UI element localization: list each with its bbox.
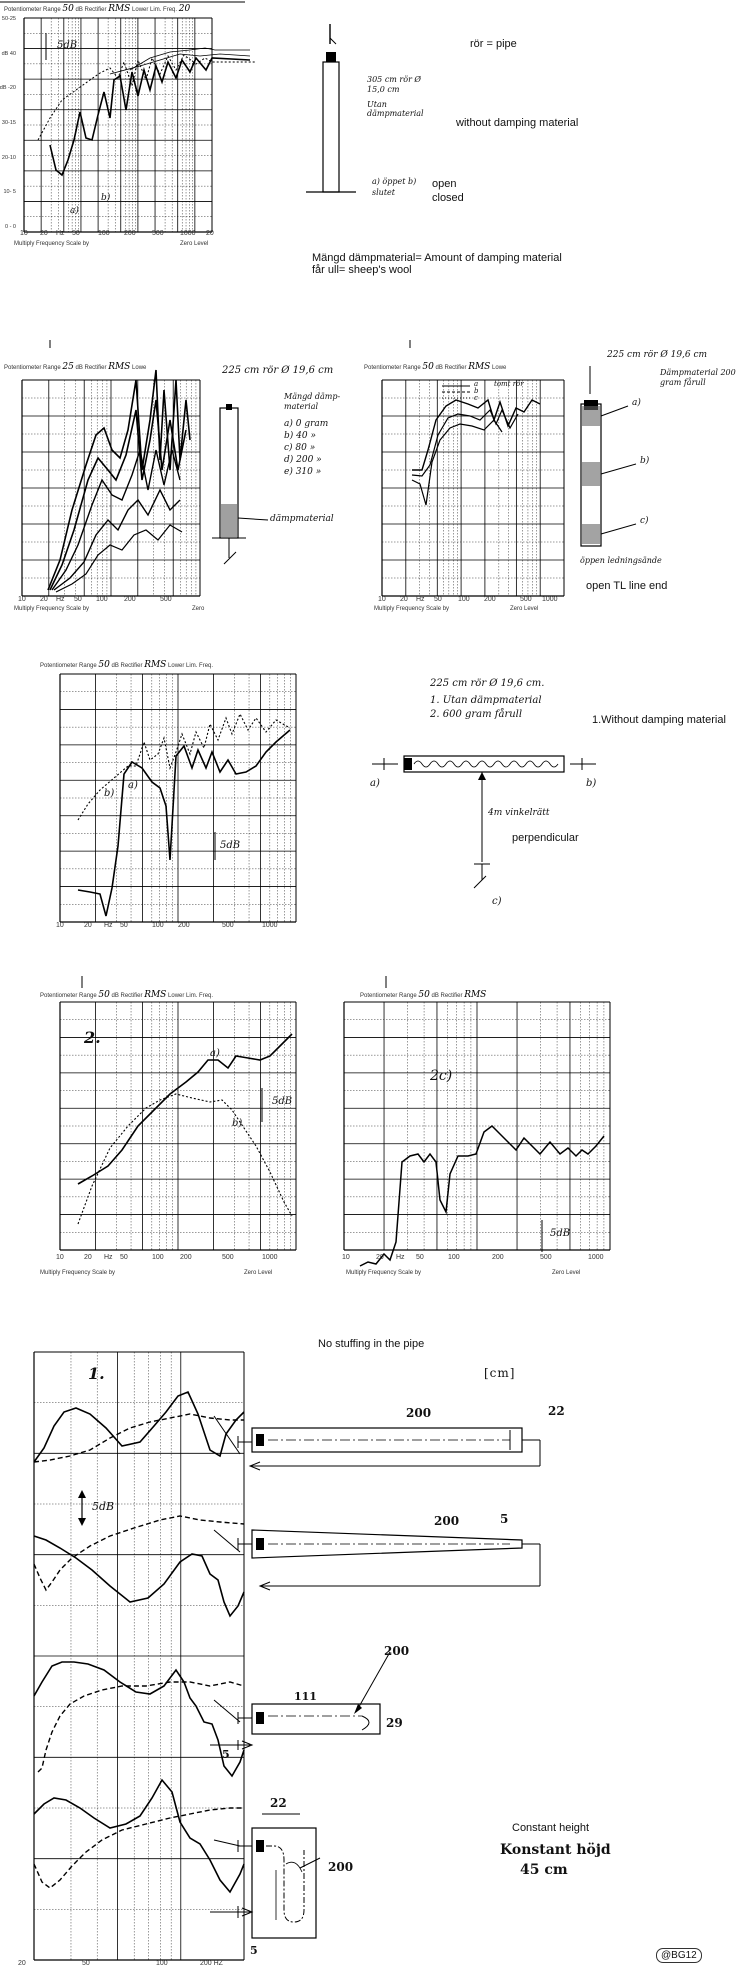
figure7-const-value: 45 cm bbox=[520, 1862, 568, 1878]
figure4-x-tick: 20 bbox=[84, 922, 92, 929]
figure6-x-tick: 500 bbox=[540, 1254, 552, 1261]
figure1-x-tick: 20 bbox=[40, 230, 48, 237]
figure7-const-tr: Constant height bbox=[512, 1822, 590, 1834]
figure7-pipe2-end: 5 bbox=[500, 1512, 509, 1526]
figure4-tr-perp: perpendicular bbox=[512, 832, 579, 844]
figure5-x-tick: 20 bbox=[84, 1254, 92, 1261]
figure7-pipe4-width: 22 bbox=[270, 1796, 287, 1810]
figure4-curve-a-label: a) bbox=[128, 780, 138, 791]
figure1-curve-a bbox=[50, 58, 250, 175]
figure5-curve-b bbox=[78, 1094, 292, 1224]
figure1-y-tick: 30-15 bbox=[1, 120, 16, 126]
figure4-x-tick: 50 bbox=[120, 922, 128, 929]
figure3-x-tick: 200 bbox=[484, 596, 496, 603]
figure4-curve-b-label: b) bbox=[104, 788, 115, 799]
figure5-curve-b-label: b) bbox=[232, 1118, 243, 1129]
figure4-x-tick: 1000 bbox=[262, 922, 278, 929]
figure4-mic-c: c) bbox=[492, 896, 502, 907]
figure3-title: 225 cm rör Ø 19,6 cm bbox=[607, 350, 708, 360]
figure3-x-tick: Hz bbox=[416, 596, 425, 603]
figure5-chart bbox=[0, 976, 310, 1286]
figure5-footer-right: Zero Level bbox=[244, 1270, 273, 1276]
figure7-credit: @BG12 bbox=[656, 1948, 702, 1963]
figure7-pipe3-end: 5 bbox=[222, 1748, 230, 1761]
figure7-pipe4-end: 5 bbox=[250, 1944, 258, 1957]
figure4-pipe-diagram bbox=[370, 740, 590, 910]
figure6-x-tick: 1000 bbox=[588, 1254, 604, 1261]
figure3-pipe-diagram bbox=[568, 364, 708, 564]
figure2-x-tick: 500 bbox=[160, 596, 172, 603]
figure1-tr-amount: Mängd dämpmaterial= Amount of damping material bbox=[312, 252, 562, 264]
figure4-x-tick: 200 bbox=[178, 922, 190, 929]
figure6-x-tick: 20 bbox=[376, 1254, 384, 1261]
figure3-x-tick: 20 bbox=[400, 596, 408, 603]
figure4-curve-a bbox=[78, 730, 290, 916]
figure2-footer-right: Zero bbox=[192, 606, 205, 612]
figure7-unit: [cm] bbox=[484, 1366, 516, 1380]
figure7-scale-note: 5dB bbox=[92, 1500, 115, 1513]
figure4-distance: 4m vinkelrätt bbox=[488, 808, 550, 818]
figure1-x-tick: 20 bbox=[206, 230, 214, 237]
figure6-scale-note: 5dB bbox=[550, 1228, 571, 1239]
figure3-label-c: c) bbox=[640, 516, 649, 526]
figure3-plot bbox=[360, 340, 570, 610]
figure3-curve-c bbox=[412, 420, 502, 505]
figure1-y-tick: dB 40 bbox=[1, 50, 16, 57]
figure7-pipe3-width: 29 bbox=[386, 1716, 403, 1730]
figure4-plot bbox=[0, 656, 300, 931]
figure7-pipe1-end: 22 bbox=[548, 1404, 565, 1418]
figure5-x-tick: 50 bbox=[120, 1254, 128, 1261]
figure6-footer-left: Multiply Frequency Scale by bbox=[346, 1270, 422, 1276]
figure5-footer-left: Multiply Frequency Scale by bbox=[40, 1270, 116, 1276]
figure1-curve-b bbox=[38, 55, 256, 140]
figure3-legend-a: a bbox=[474, 380, 479, 388]
figure5-x-tick: 500 bbox=[222, 1254, 234, 1261]
figure7-x-tick: 100 bbox=[156, 1960, 168, 1967]
figure6-big-label: 2c) bbox=[430, 1068, 453, 1084]
figure3-tr-open-end: open TL line end bbox=[586, 580, 668, 592]
figure3-x-tick: 500 bbox=[520, 596, 532, 603]
figure5-x-tick: 100 bbox=[152, 1254, 164, 1261]
figure4-x-tick: 10 bbox=[56, 922, 64, 929]
figure2-x-tick: 20 bbox=[40, 596, 48, 603]
figure5-header: Potentiometer Range 50 dB Rectifier RMS Lower Lim. Freq. bbox=[40, 990, 214, 1000]
figure4-item-2: 2. 600 gram fårull bbox=[430, 709, 523, 720]
figure7-pipe1-length: 200 bbox=[406, 1406, 432, 1420]
figure2-footer-left: Multiply Frequency Scale by bbox=[14, 606, 90, 612]
figure1-x-tick: 500 bbox=[152, 230, 164, 237]
figure3-open-end: öppen ledningsände bbox=[580, 556, 662, 565]
figure4-x-tick: 500 bbox=[222, 922, 234, 929]
figure2-amount-c: c) 80 » bbox=[284, 443, 316, 453]
figure4-big-label: 1. bbox=[88, 1364, 105, 1383]
figure3-x-tick: 50 bbox=[434, 596, 442, 603]
figure1-plot bbox=[0, 0, 250, 240]
figure1-pipe-diagram bbox=[300, 18, 370, 198]
figure2-header: Potentiometer Range 25 dB Rectifier RMS Lowe bbox=[4, 362, 147, 372]
figure3-curve-b bbox=[412, 410, 518, 476]
figure3-x-tick: 10 bbox=[378, 596, 386, 603]
figure6-x-tick: 200 bbox=[492, 1254, 504, 1261]
figure6-x-tick: 10 bbox=[342, 1254, 350, 1261]
figure1-tr-closed: closed bbox=[432, 192, 464, 204]
figure5-x-tick: 200 bbox=[180, 1254, 192, 1261]
figure2-x-tick: 100 bbox=[96, 596, 108, 603]
figure2-amount-e: e) 310 » bbox=[284, 467, 322, 477]
figure6-x-tick: Hz bbox=[396, 1254, 405, 1261]
figure4-items bbox=[430, 694, 542, 722]
figure6-plot bbox=[320, 976, 640, 1286]
figure6-curve bbox=[360, 1126, 604, 1266]
figure3-legend-c: c bbox=[474, 394, 478, 402]
figure1-x-tick: Hz bbox=[56, 230, 65, 237]
figure7-x-tick: 20 bbox=[18, 1960, 26, 1967]
figure4-scale-note: 5dB bbox=[220, 840, 241, 851]
figure1-scale-note: 5dB bbox=[57, 40, 78, 51]
figure6-x-tick: 50 bbox=[416, 1254, 424, 1261]
figure7-pipe2-length: 200 bbox=[434, 1514, 460, 1528]
figure4-x-tick: Hz bbox=[104, 922, 113, 929]
figure5-curve-a-label: a) bbox=[210, 1048, 220, 1059]
figure3-label-a: a) bbox=[632, 398, 641, 408]
figure2-amount-d: d) 200 » bbox=[284, 455, 322, 465]
figure1-curve-b-label: b) bbox=[101, 193, 111, 203]
figure6-footer-right: Zero Level bbox=[552, 1270, 581, 1276]
figure2-title: 225 cm rör Ø 19,6 cm bbox=[222, 365, 334, 376]
figure1-tr-pipe: rör = pipe bbox=[470, 38, 517, 50]
figure2-x-tick: 10 bbox=[18, 596, 26, 603]
figure2-x-tick: 50 bbox=[74, 596, 82, 603]
figure5-x-tick: 10 bbox=[56, 1254, 64, 1261]
figure3-footer-right: Zero Level bbox=[510, 606, 539, 612]
figure7-x-tick: 200 HZ bbox=[200, 1960, 223, 1967]
figure6-x-tick: 100 bbox=[448, 1254, 460, 1261]
figure1-chart bbox=[0, 0, 250, 247]
figure4-x-tick: 100 bbox=[152, 922, 164, 929]
figure4-title: 225 cm rör Ø 19,6 cm. bbox=[430, 678, 545, 689]
figure5-curve-a bbox=[78, 1034, 292, 1184]
figure2-x-tick: Hz bbox=[56, 596, 65, 603]
figure7-pipe4-length: 200 bbox=[328, 1860, 354, 1874]
figure4-tr-without: 1.Without damping material bbox=[592, 714, 726, 726]
figure7-pipe-diagrams bbox=[190, 1390, 710, 1970]
figure1-open-closed: a) öppet b) slutet bbox=[372, 177, 417, 197]
figure1-y-tick: dB -20 bbox=[0, 85, 16, 92]
figure1-tr-wool: får ull= sheep's wool bbox=[312, 264, 412, 276]
figure3-label-b: b) bbox=[640, 456, 650, 466]
figure6-header: Potentiometer Range 50 dB Rectifier RMS bbox=[360, 990, 487, 1000]
figure2-amount-title: Mängd dämp-material bbox=[284, 392, 341, 411]
figure5-x-tick: Hz bbox=[104, 1254, 113, 1261]
figure1-y-tick: 20-10 bbox=[1, 154, 16, 161]
figure3-footer-left: Multiply Frequency Scale by bbox=[374, 606, 450, 612]
figure5-x-tick: 1000 bbox=[262, 1254, 278, 1261]
figure3-header: Potentiometer Range 50 dB Rectifier RMS Lowe bbox=[364, 362, 507, 372]
figure7-const: Konstant höjd bbox=[500, 1842, 611, 1858]
figure4-curve-b bbox=[78, 714, 290, 820]
figure3-x-tick: 100 bbox=[458, 596, 470, 603]
figure2-chart bbox=[0, 340, 210, 610]
figure7-caption: No stuffing in the pipe bbox=[318, 1338, 425, 1350]
figure1-x-tick: 10 bbox=[20, 230, 28, 237]
figure1-header: Potentiometer Range 50 dB Rectifier RMS Lower Lim. Freq. 20 bbox=[4, 4, 191, 14]
figure4-item-1: 1. Utan dämpmaterial bbox=[430, 695, 542, 706]
figure3-legend-note: tomt rör bbox=[494, 380, 524, 388]
figure1-x-tick: 100 bbox=[98, 230, 110, 237]
figure2-plot bbox=[0, 340, 210, 610]
figure2-amount-a: a) 0 gram bbox=[284, 419, 329, 429]
figure7-pipe3-fold: 111 bbox=[294, 1690, 317, 1703]
figure1-footer-right: Zero Level bbox=[180, 241, 209, 247]
figure2-curve-c bbox=[52, 450, 180, 590]
figure1-tr-without: without damping material bbox=[456, 117, 579, 129]
figure4-mic-b: b) bbox=[586, 778, 597, 789]
figure3-x-tick: 1000 bbox=[542, 596, 558, 603]
figure2-curve-e bbox=[56, 525, 182, 592]
figure2-pipe-diagram bbox=[212, 398, 282, 588]
figure6-chart bbox=[320, 976, 640, 1286]
figure1-y-tick: 10- 5 bbox=[3, 189, 16, 196]
figure1-y-tick: 0 - 0 bbox=[4, 224, 16, 230]
figure7-pipe3-length: 200 bbox=[384, 1644, 410, 1658]
figure1-footer-left: Multiply Frequency Scale by bbox=[14, 241, 90, 247]
figure1-pipe-note2: Utan dämpmaterial bbox=[367, 100, 424, 118]
figure5-scale-note: 5dB bbox=[272, 1096, 293, 1107]
figure1-y-tick: 50-25 bbox=[1, 16, 16, 22]
figure1-x-tick: 200 bbox=[124, 230, 136, 237]
figure1-curve-a-label: a) bbox=[70, 206, 79, 216]
figure1-x-tick: 50 bbox=[72, 230, 80, 237]
figure2-amount-b: b) 40 » bbox=[284, 431, 316, 441]
figure2-damp-label: dämpmaterial bbox=[270, 514, 334, 524]
figure1-x-tick: 1000 bbox=[180, 230, 196, 237]
figure2-curve-a bbox=[48, 370, 190, 590]
figure1-tr-open: open bbox=[432, 178, 457, 190]
figure5-plot bbox=[0, 976, 310, 1286]
figure1-pipe-note: 305 cm rör Ø 15,0 cm bbox=[367, 75, 421, 94]
figure2-x-tick: 200 bbox=[124, 596, 136, 603]
figure7-x-tick: 50 bbox=[82, 1960, 90, 1967]
figure2-amount-list bbox=[284, 418, 328, 478]
figure4-mic-a: a) bbox=[370, 778, 380, 789]
figure4-header: Potentiometer Range 50 dB Rectifier RMS Lower Lim. Freq. bbox=[40, 660, 214, 670]
figure3-chart bbox=[360, 340, 570, 610]
figure3-damp-title: Dämpmaterial 200 gram fårull bbox=[660, 368, 736, 387]
figure3-legend-b: b bbox=[474, 387, 479, 395]
figure5-big-label: 2. bbox=[84, 1028, 101, 1047]
